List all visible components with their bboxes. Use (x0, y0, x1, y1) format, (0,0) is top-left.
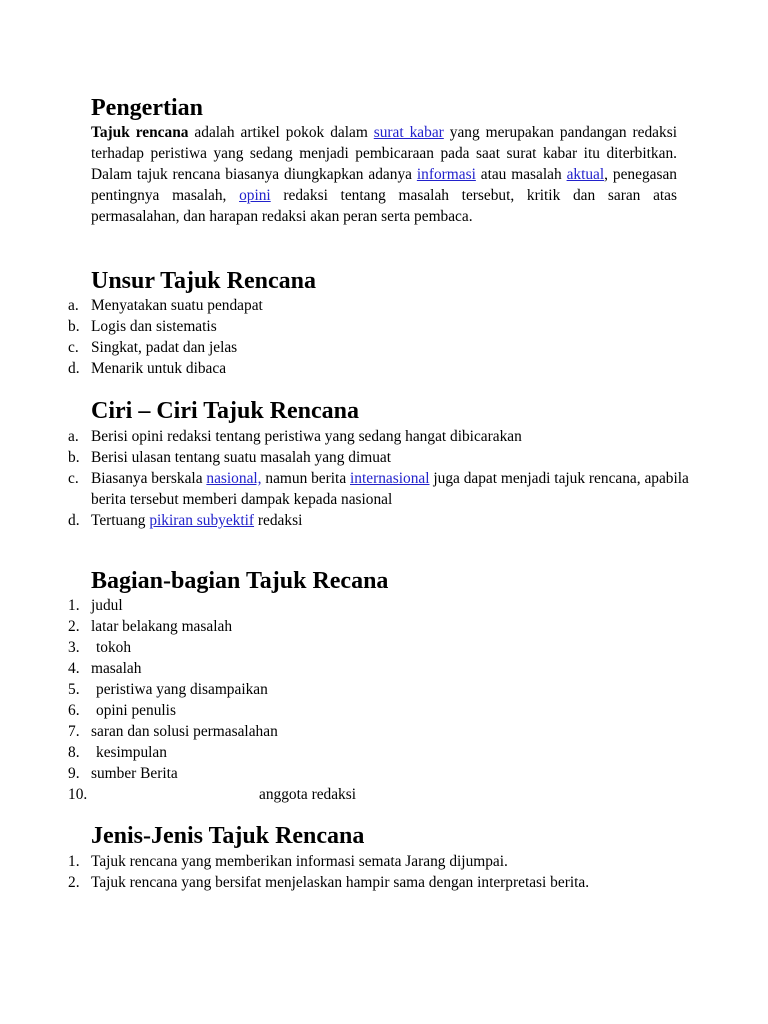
link-opini[interactable]: opini (239, 187, 271, 204)
list-marker: 1. (68, 853, 80, 870)
heading-pengertian: Pengertian (91, 95, 203, 121)
list-item-text (91, 295, 690, 316)
list-marker: 2. (68, 618, 80, 635)
ciri-list (0, 426, 690, 531)
text-run: adalah artikel pokok dalam (188, 124, 374, 141)
text-run: Menyatakan suatu pendapat (91, 297, 263, 314)
list-item (0, 447, 690, 468)
list-item-text (91, 337, 690, 358)
pengertian-paragraph (91, 122, 677, 227)
text-run: tokoh (96, 639, 132, 656)
list-item (0, 595, 690, 616)
list-item-text (96, 700, 690, 721)
list-marker: b. (68, 318, 80, 335)
jenis-list (0, 851, 690, 893)
text-run: Menarik untuk dibaca (91, 360, 227, 377)
list-item (0, 358, 690, 379)
list-marker: 1. (68, 597, 80, 614)
list-item (0, 468, 690, 510)
text-run: kesimpulan (96, 744, 167, 761)
text-run: Biasanya berskala (91, 470, 207, 487)
list-item-text (259, 784, 690, 805)
list-marker: 10. (68, 786, 88, 803)
list-item (0, 510, 690, 531)
unsur-list (0, 295, 690, 379)
bold-term: Tajuk rencana (91, 124, 189, 141)
list-item-text (96, 637, 690, 658)
list-marker: d. (68, 512, 80, 529)
text-run: redaksi (254, 512, 303, 529)
list-item (0, 784, 690, 805)
text-run: Berisi opini redaksi tentang peristiwa yang sedang hangat dibicarakan (91, 428, 522, 445)
text-run: Tertuang (91, 512, 150, 529)
list-item-text (91, 316, 690, 337)
list-marker: b. (68, 449, 80, 466)
link-aktual[interactable]: aktual (566, 166, 605, 183)
list-item-text (91, 510, 690, 531)
list-item-text (91, 658, 690, 679)
text-run: namun berita (261, 470, 350, 487)
text-run: , penegasan pentingnya masalah, (91, 166, 677, 204)
list-item-text (96, 679, 690, 700)
list-item (0, 337, 690, 358)
heading-jenis: Jenis-Jenis Tajuk Rencana (91, 823, 365, 849)
list-marker: 4. (68, 660, 80, 677)
list-item-text (91, 447, 690, 468)
list-item-text (91, 763, 690, 784)
link-informasi[interactable]: informasi (416, 166, 476, 183)
link-surat-kabar[interactable]: surat kabar (373, 124, 444, 141)
text-run: sumber Berita (91, 765, 178, 782)
list-item (0, 316, 690, 337)
list-item-text (91, 872, 690, 893)
text-run: Tajuk rencana yang bersifat menjelaskan hampir sama dengan interpretasi berita. (91, 874, 590, 891)
list-marker: 2. (68, 874, 80, 891)
list-item (0, 872, 690, 893)
list-item (0, 851, 690, 872)
list-item-text (91, 721, 690, 742)
text-run: masalah (91, 660, 142, 677)
link-pikiran-subyektif[interactable]: pikiran subyektif (149, 512, 255, 529)
link-internasional[interactable]: internasional (350, 470, 430, 487)
list-marker: 8. (68, 744, 80, 761)
text-run: anggota redaksi (259, 786, 357, 803)
list-marker: c. (68, 339, 79, 356)
list-marker: a. (68, 428, 79, 445)
list-item-text (91, 595, 690, 616)
list-item (0, 679, 690, 700)
list-marker: d. (68, 360, 80, 377)
text-run: juga dapat menjadi tajuk rencana, apabila berita tersebut memberi dampak kepada nasional (91, 470, 689, 508)
list-item (0, 637, 690, 658)
list-marker: 3. (68, 639, 80, 656)
list-item-text (91, 468, 690, 510)
list-marker: 9. (68, 765, 80, 782)
list-marker: 6. (68, 702, 80, 719)
list-item-text (91, 426, 690, 447)
text-run: opini penulis (96, 702, 176, 719)
list-item (0, 742, 690, 763)
text-run: atau masalah (475, 166, 567, 183)
text-run: peristiwa yang disampaikan (96, 681, 268, 698)
list-marker: a. (68, 297, 79, 314)
text-run: latar belakang masalah (91, 618, 233, 635)
heading-unsur: Unsur Tajuk Rencana (91, 268, 316, 294)
text-run: Berisi ulasan tentang suatu masalah yang dimuat (91, 449, 392, 466)
bagian-list (0, 595, 690, 805)
text-run: saran dan solusi permasalahan (91, 723, 278, 740)
list-marker: 7. (68, 723, 80, 740)
list-item-text (91, 358, 690, 379)
heading-bagian: Bagian-bagian Tajuk Recana (91, 568, 389, 594)
text-run: Tajuk rencana yang memberikan informasi semata Jarang dijumpai. (91, 853, 508, 870)
list-item (0, 426, 690, 447)
list-item-text (91, 851, 690, 872)
list-marker: 5. (68, 681, 80, 698)
heading-ciri: Ciri – Ciri Tajuk Rencana (91, 398, 360, 424)
text-run: judul (91, 597, 123, 614)
text-run: yang merupakan pandangan redaksi terhadap peristiwa yang sedang menjadi pembicaraan pada saat surat kabar itu diterbitkan. Dalam tajuk rencana biasanya diungkapkan adanya (91, 124, 677, 183)
list-marker: c. (68, 470, 79, 487)
list-item-text (91, 616, 690, 637)
list-item (0, 616, 690, 637)
text-run: Logis dan sistematis (91, 318, 217, 335)
list-item (0, 763, 690, 784)
list-item-text (96, 742, 690, 763)
text-run: redaksi tentang masalah tersebut, kritik dan saran atas permasalahan, dan harapan redaksi akan peran serta pembaca. (91, 187, 677, 225)
list-item (0, 721, 690, 742)
list-item (0, 700, 690, 721)
link-nasional[interactable]: nasional, (206, 470, 262, 487)
text-run: Singkat, padat dan jelas (91, 339, 238, 356)
list-item (0, 658, 690, 679)
list-item (0, 295, 690, 316)
